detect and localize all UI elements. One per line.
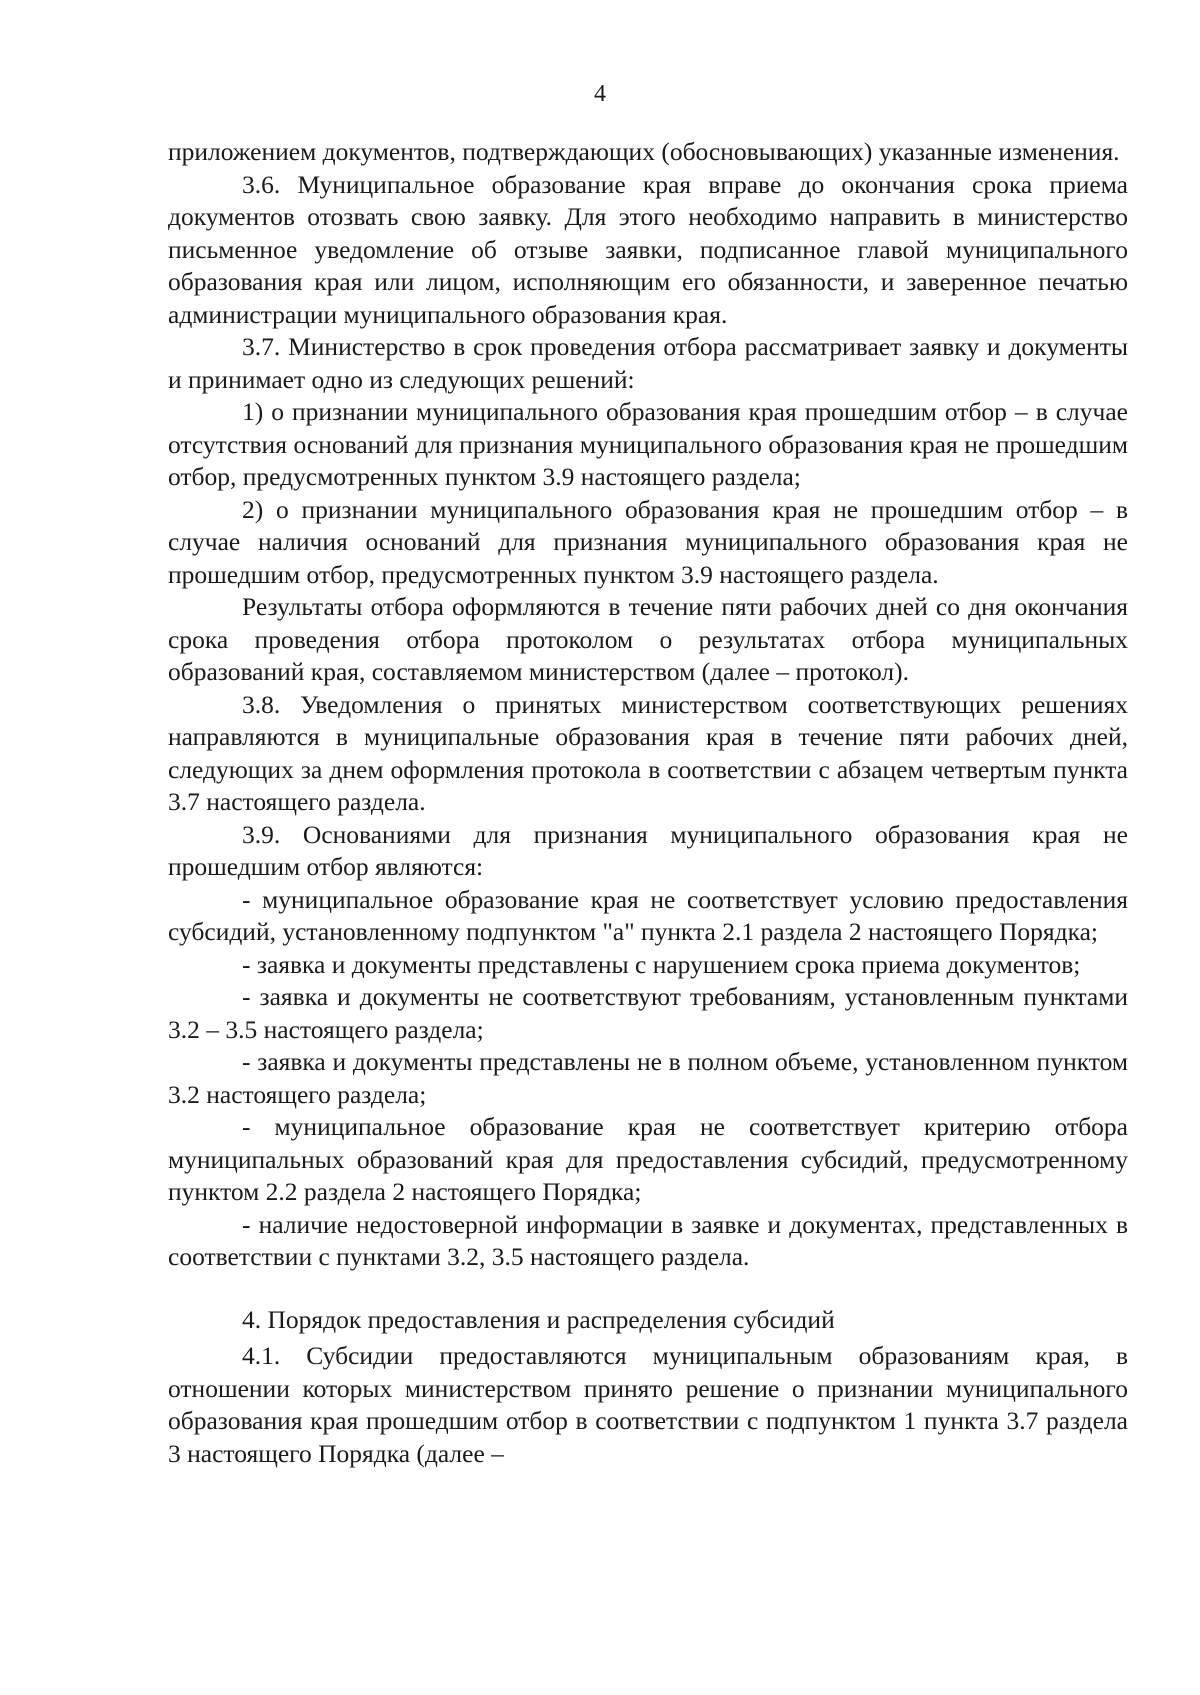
document-body [168, 136, 1128, 1470]
paragraph-3-7: 3.7. Министерство в срок проведения отбора рассматривает заявку и документы и принимает одно из следующих решений: [168, 332, 1128, 394]
paragraph-4-1: 4.1. Субсидии предоставляются муниципальным образованиям края, в отношении которых министерством принято решение о признании муниципального образования края прошедшим отбор в соответствии с подпунктом 1 пункта 3.7 раздела 3 настоящего Порядка (далее – [168, 1341, 1128, 1468]
list-item-3-9-criterion: - муниципальное образование края не соответствует критерию отбора муниципальных образований края для предоставления субсидий, предусмотренному пунктом 2.2 раздела 2 настоящего Порядка; [168, 1112, 1128, 1206]
paragraph-3-6: 3.6. Муниципальное образование края вправе до окончания срока приема документов отозвать свою заявку. Для этого необходимо направить в министерство письменное уведомление об отзыве заявки, подписанное главой муниципального образования края или лицом, исполняющим его обязанности, и заверенное печатью администрации муниципального образования края. [168, 169, 1128, 329]
paragraph-3-8: 3.8. Уведомления о принятых министерством соответствующих решениях направляются в муниципальные образования края в течение пяти рабочих дней, следующих за днем оформления протокола в соответствии с абзацем четвертым пункта 3.7 настоящего раздела. [168, 689, 1128, 816]
paragraph-continuation: приложением документов, подтверждающих (обосновывающих) указанные изменения. [168, 137, 1120, 166]
paragraph-3-9: 3.9. Основаниями для признания муниципального образования края не прошедшим отбор являются: [168, 819, 1128, 881]
list-item-3-9-false-info: - наличие недостоверной информации в заявке и документах, представленных в соответствии с пунктами 3.2, 3.5 настоящего раздела. [168, 1209, 1128, 1271]
list-item-3-9-requirements: - заявка и документы не соответствуют требованиям, установленным пунктами 3.2 – 3.5 настоящего раздела; [168, 982, 1128, 1044]
list-item-3-9-deadline: - заявка и документы представлены с нарушением срока приема документов; [242, 949, 1081, 979]
section-heading: 4. Порядок предоставления и распределения субсидий [242, 1304, 835, 1334]
paragraph-3-7-results: Результаты отбора оформляются в течение пяти рабочих дней со дня окончания срока проведения отбора протоколом о результатах отбора муниципальных образований края, составляемом министерством (далее – протокол). [168, 592, 1128, 686]
paragraph-3-7-item-2: 2) о признании муниципального образования края не прошедшим отбор – в случае наличия оснований для признания муниципального образования края не прошедшим отбор, предусмотренных пунктом 3.9 настоящего раздела. [168, 494, 1128, 589]
list-item-3-9-condition: - муниципальное образование края не соответствует условию предоставления субсидий, установленному подпунктом "а" пункта 2.1 раздела 2 настоящего Порядка; [168, 884, 1128, 946]
paragraph-3-7-item-1: 1) о признании муниципального образования края прошедшим отбор – в случае отсутствия оснований для признания муниципального образования края не прошедшим отбор, предусмотренных пунктом 3.9 настоящего раздела; [168, 397, 1128, 491]
page-number: 4 [594, 81, 606, 107]
list-item-3-9-incomplete: - заявка и документы представлены не в полном объеме, установленном пунктом 3.2 настоящего раздела; [168, 1047, 1128, 1109]
